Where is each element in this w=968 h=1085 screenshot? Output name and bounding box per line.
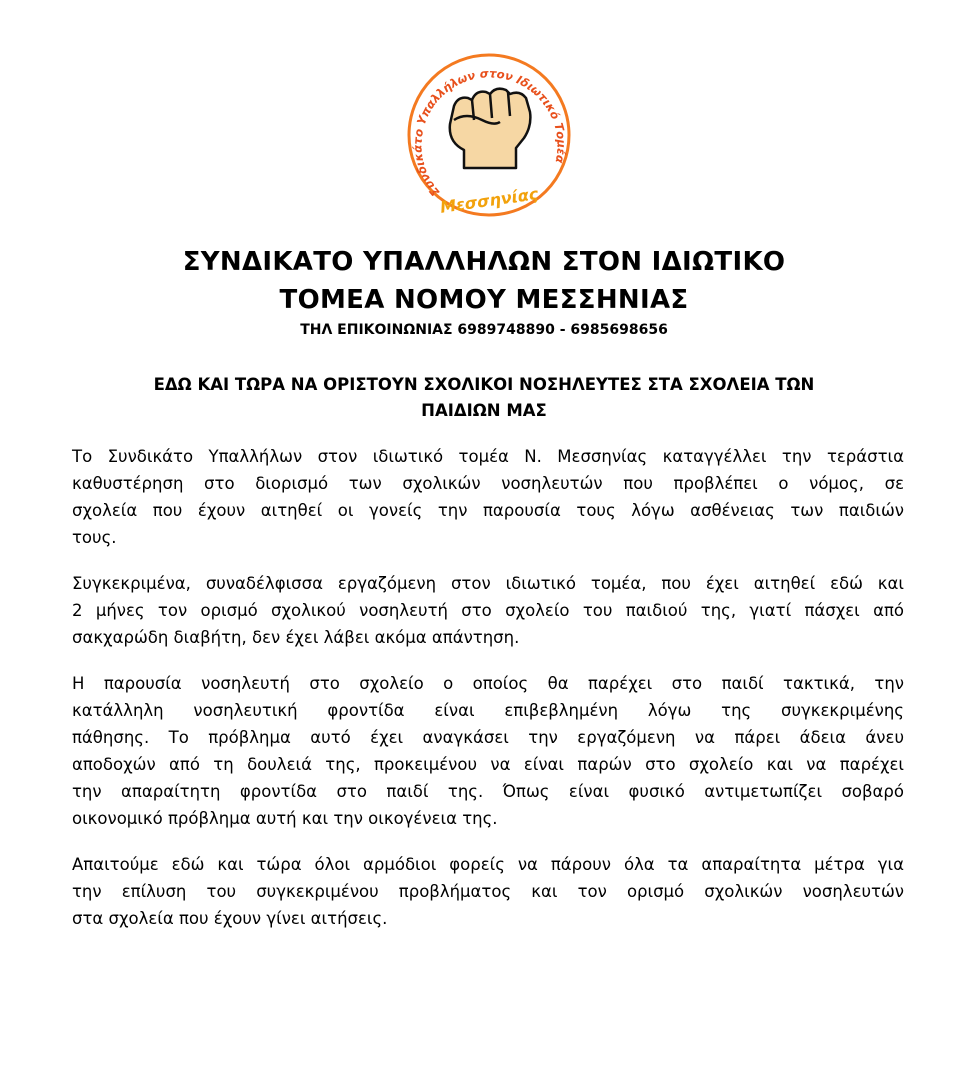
paragraph-line: την απαραίτητη φροντίδα στο παιδί της. Όπως είναι φυσικό αντιμετωπίζει σοβαρό <box>72 782 904 801</box>
paragraph-line: Το Συνδικάτο Υπαλλήλων στον ιδιωτικό τομέα Ν. Μεσσηνίας καταγγέλλει την τεράστια <box>72 447 904 466</box>
organization-title-line1: ΣΥΝΔΙΚΑΤΟ ΥΠΑΛΛΗΛΩΝ ΣΤΟΝ ΙΔΙΩΤΙΚΟ <box>182 247 786 277</box>
paragraph-line: 2 μήνες τον ορισμό σχολικού νοσηλευτή στο σχολείο του παιδιού της, γιατί πάσχει από <box>72 601 904 620</box>
paragraph-3 <box>72 670 904 832</box>
fist-icon <box>450 89 531 168</box>
paragraph-line: πάθησης. Το πρόβλημα αυτό έχει αναγκάσει την εργαζόμενη να πάρει άδεια άνευ <box>72 728 904 747</box>
paragraph-line: τους. <box>72 528 117 547</box>
paragraph-4 <box>72 851 904 932</box>
paragraph-line: την επίλυση του συγκεκριμένου προβλήματος και τον ορισμό σχολικών νοσηλευτών <box>72 882 904 901</box>
logo-bottom-text: Μεσσηνίας <box>438 184 540 217</box>
organization-title <box>0 243 968 319</box>
paragraph-line: καθυστέρηση στο διορισμό των σχολικών νοσηλευτών που προβλέπει ο νόμος, σε <box>72 474 904 493</box>
paragraph-line: Απαιτούμε εδώ και τώρα όλοι αρμόδιοι φορείς να πάρουν όλα τα απαραίτητα μέτρα για <box>72 855 904 874</box>
paragraph-line: κατάλληλη νοσηλευτική φροντίδα είναι επιβεβλημένη λόγω της συγκεκριμένης <box>72 701 904 720</box>
paragraph-2 <box>72 570 904 651</box>
announcement-headline <box>120 372 848 424</box>
union-logo <box>404 50 574 220</box>
paragraph-line: οικονομικό πρόβλημα αυτή και την οικογένεια της. <box>72 809 498 828</box>
paragraph-1 <box>72 443 904 551</box>
headline-line2: ΠΑΙΔΙΩΝ ΜΑΣ <box>421 401 547 420</box>
organization-title-line2: ΤΟΜΕΑ ΝΟΜΟΥ ΜΕΣΣΗΝΙΑΣ <box>279 285 689 315</box>
paragraph-line: σακχαρώδη διαβήτη, δεν έχει λάβει ακόμα απάντηση. <box>72 628 520 647</box>
paragraph-line: αποδοχών από τη δουλειά της, προκειμένου να είναι παρών στο σχολείο και να παρέχει <box>72 755 904 774</box>
paragraph-line: Η παρουσία νοσηλευτή στο σχολείο ο οποίος θα παρέχει στο παιδί τακτικά, την <box>72 674 904 693</box>
paragraph-line: σχολεία που έχουν αιτηθεί οι γονείς την παρουσία τους λόγω ασθένειας των παιδιών <box>72 501 904 520</box>
logo-arc-text: Συνδικάτο Υπαλλήλων στον Ιδιωτικό Τομέα <box>410 66 569 200</box>
paragraph-line: Συγκεκριμένα, συναδέλφισσα εργαζόμενη στον ιδιωτικό τομέα, που έχει αιτηθεί εδώ και <box>72 574 904 593</box>
announcement-body <box>72 443 904 951</box>
paragraph-line: στα σχολεία που έχουν γίνει αιτήσεις. <box>72 909 388 928</box>
union-logo-graphic <box>404 50 574 220</box>
contact-phone: ΤΗΛ ΕΠΙΚΟΙΝΩΝΙΑΣ 6989748890 - 6985698656 <box>300 322 668 338</box>
headline-line1: ΕΔΩ ΚΑΙ ΤΩΡΑ ΝΑ ΟΡΙΣΤΟΥΝ ΣΧΟΛΙΚΟΙ ΝΟΣΗΛΕΥΤΕΣ ΣΤΑ ΣΧΟΛΕΙΑ ΤΩΝ <box>153 375 815 394</box>
